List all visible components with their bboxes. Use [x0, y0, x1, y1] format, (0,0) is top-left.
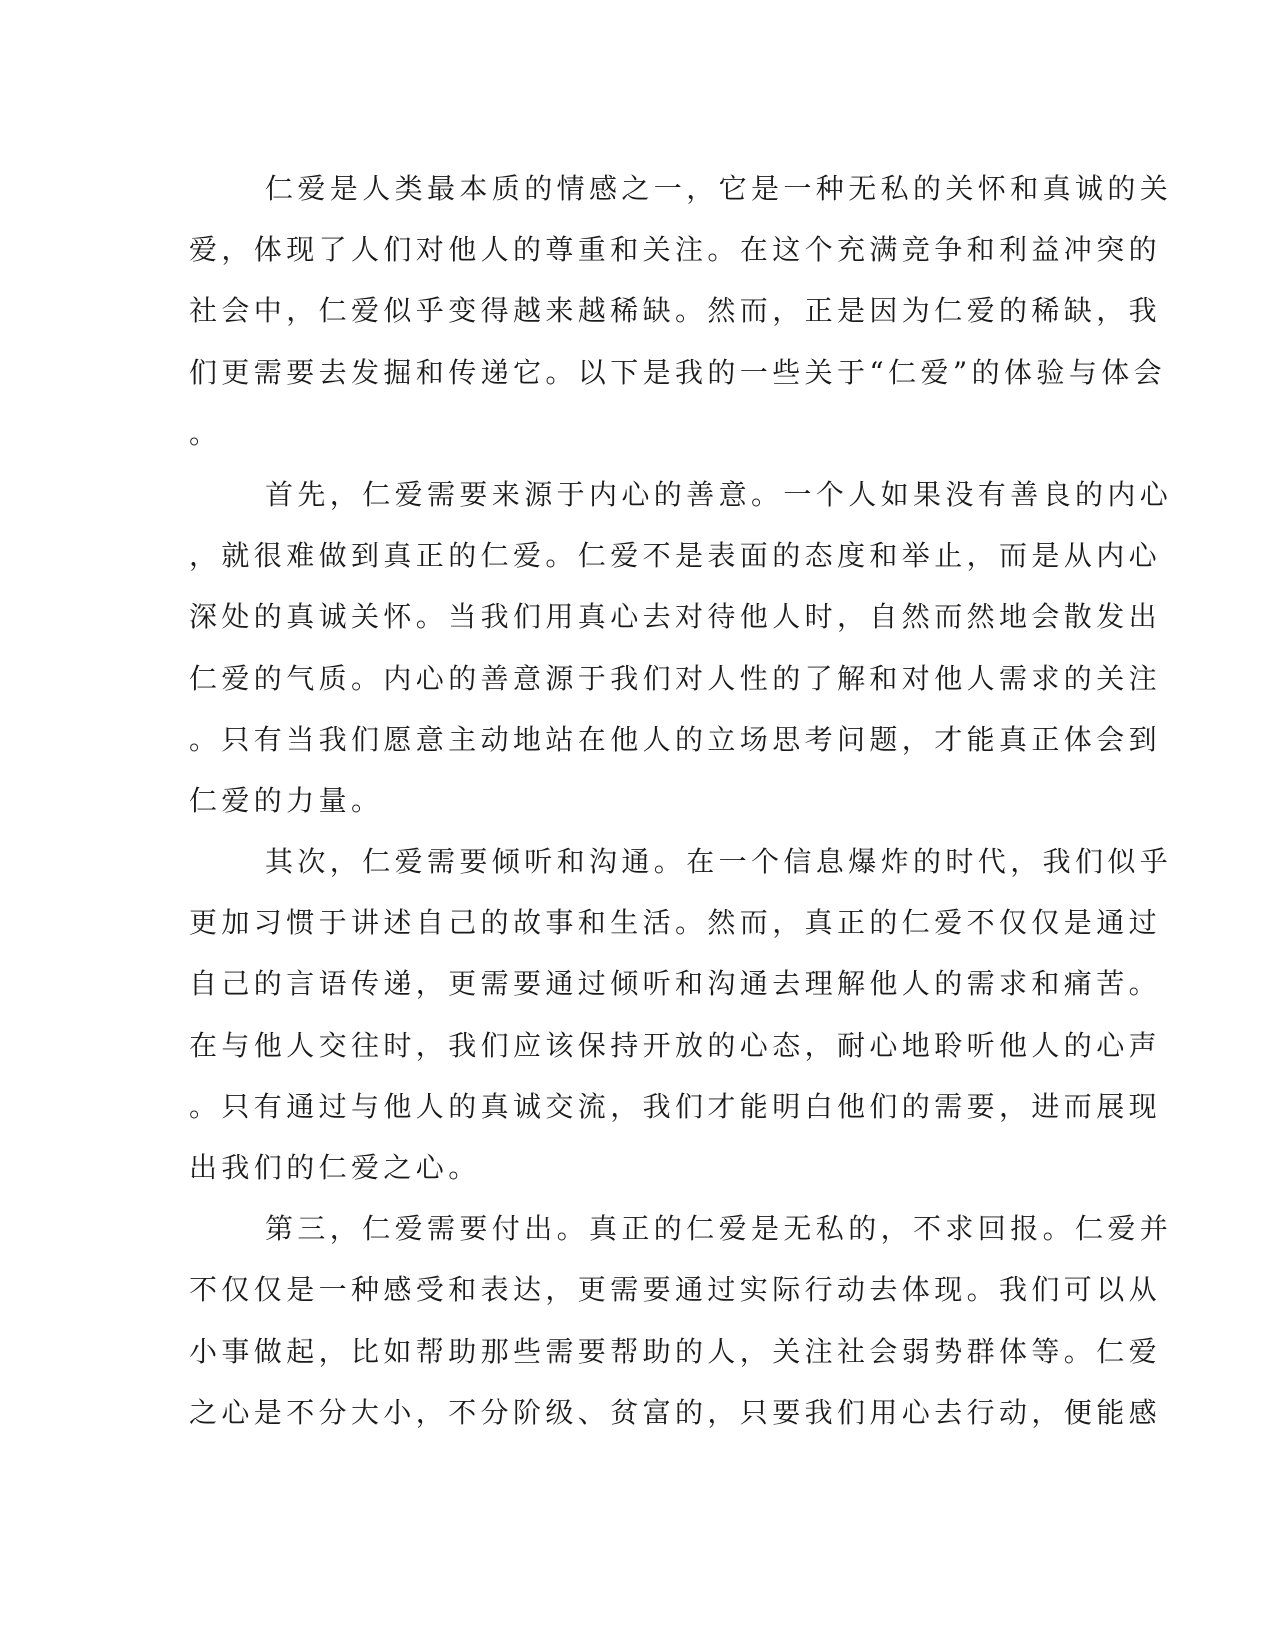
paragraph-1-line-1: 仁爱是人类最本质的情感之一，它是一种无私的关怀和真诚的关 [265, 172, 1173, 205]
paragraph-3-line-4: 在与他人交往时，我们应该保持开放的心态，耐心地聆听他人的心声 [189, 1028, 1162, 1062]
paragraph-2-line-2: ，就很难做到真正的仁爱。仁爱不是表面的态度和举止，而是从内心 [189, 539, 1162, 573]
paragraph-3-line-5: 。只有通过与他人的真诚交流，我们才能明白他们的需要，进而展现 [189, 1089, 1162, 1123]
paragraph-2-line-1: 首先，仁爱需要来源于内心的善意。一个人如果没有善良的内心 [265, 477, 1173, 511]
paragraph-3-line-3: 自己的言语传递，更需要通过倾听和沟通去理解他人的需求和痛苦。 [189, 967, 1162, 1001]
paragraph-3-line-1: 其次，仁爱需要倾听和沟通。在一个信息爆炸的时代，我们似乎 [265, 845, 1173, 879]
paragraph-4-line-3: 小事做起，比如帮助那些需要帮助的人，关注社会弱势群体等。仁爱 [189, 1334, 1162, 1368]
paragraph-1-line-3: 社会中，仁爱似乎变得越来越稀缺。然而，正是因为仁爱的稀缺，我 [189, 294, 1162, 328]
paragraph-4-line-4: 之心是不分大小，不分阶级、贫富的，只要我们用心去行动，便能感 [189, 1395, 1162, 1429]
paragraph-2-line-3: 深处的真诚关怀。当我们用真心去对待他人时，自然而然地会散发出 [189, 600, 1162, 634]
paragraph-3-line-6: 出我们的仁爱之心。 [189, 1151, 481, 1184]
paragraph-3-line-2: 更加习惯于讲述自己的故事和生活。然而，真正的仁爱不仅仅是通过 [189, 906, 1162, 940]
paragraph-2-line-6: 仁爱的力量。 [189, 783, 384, 817]
paragraph-4-line-1: 第三，仁爱需要付出。真正的仁爱是无私的，不求回报。仁爱并 [265, 1212, 1173, 1246]
paragraph-1-line-5: 。 [189, 416, 222, 450]
paragraph-1-line-2: 爱，体现了人们对他人的尊重和关注。在这个充满竞争和利益冲突的 [189, 233, 1162, 267]
body-text [189, 158, 1173, 1443]
paragraph-2-line-4: 仁爱的气质。内心的善意源于我们对人性的了解和对他人需求的关注 [189, 661, 1162, 695]
paragraph-1-line-4: 们更需要去发掘和传递它。以下是我的一些关于“仁爱”的体验与体会 [189, 355, 1167, 389]
paragraph-4-line-2: 不仅仅是一种感受和表达，更需要通过实际行动去体现。我们可以从 [189, 1273, 1162, 1307]
paragraph-2-line-5: 。只有当我们愿意主动地站在他人的立场思考问题，才能真正体会到 [189, 722, 1162, 756]
